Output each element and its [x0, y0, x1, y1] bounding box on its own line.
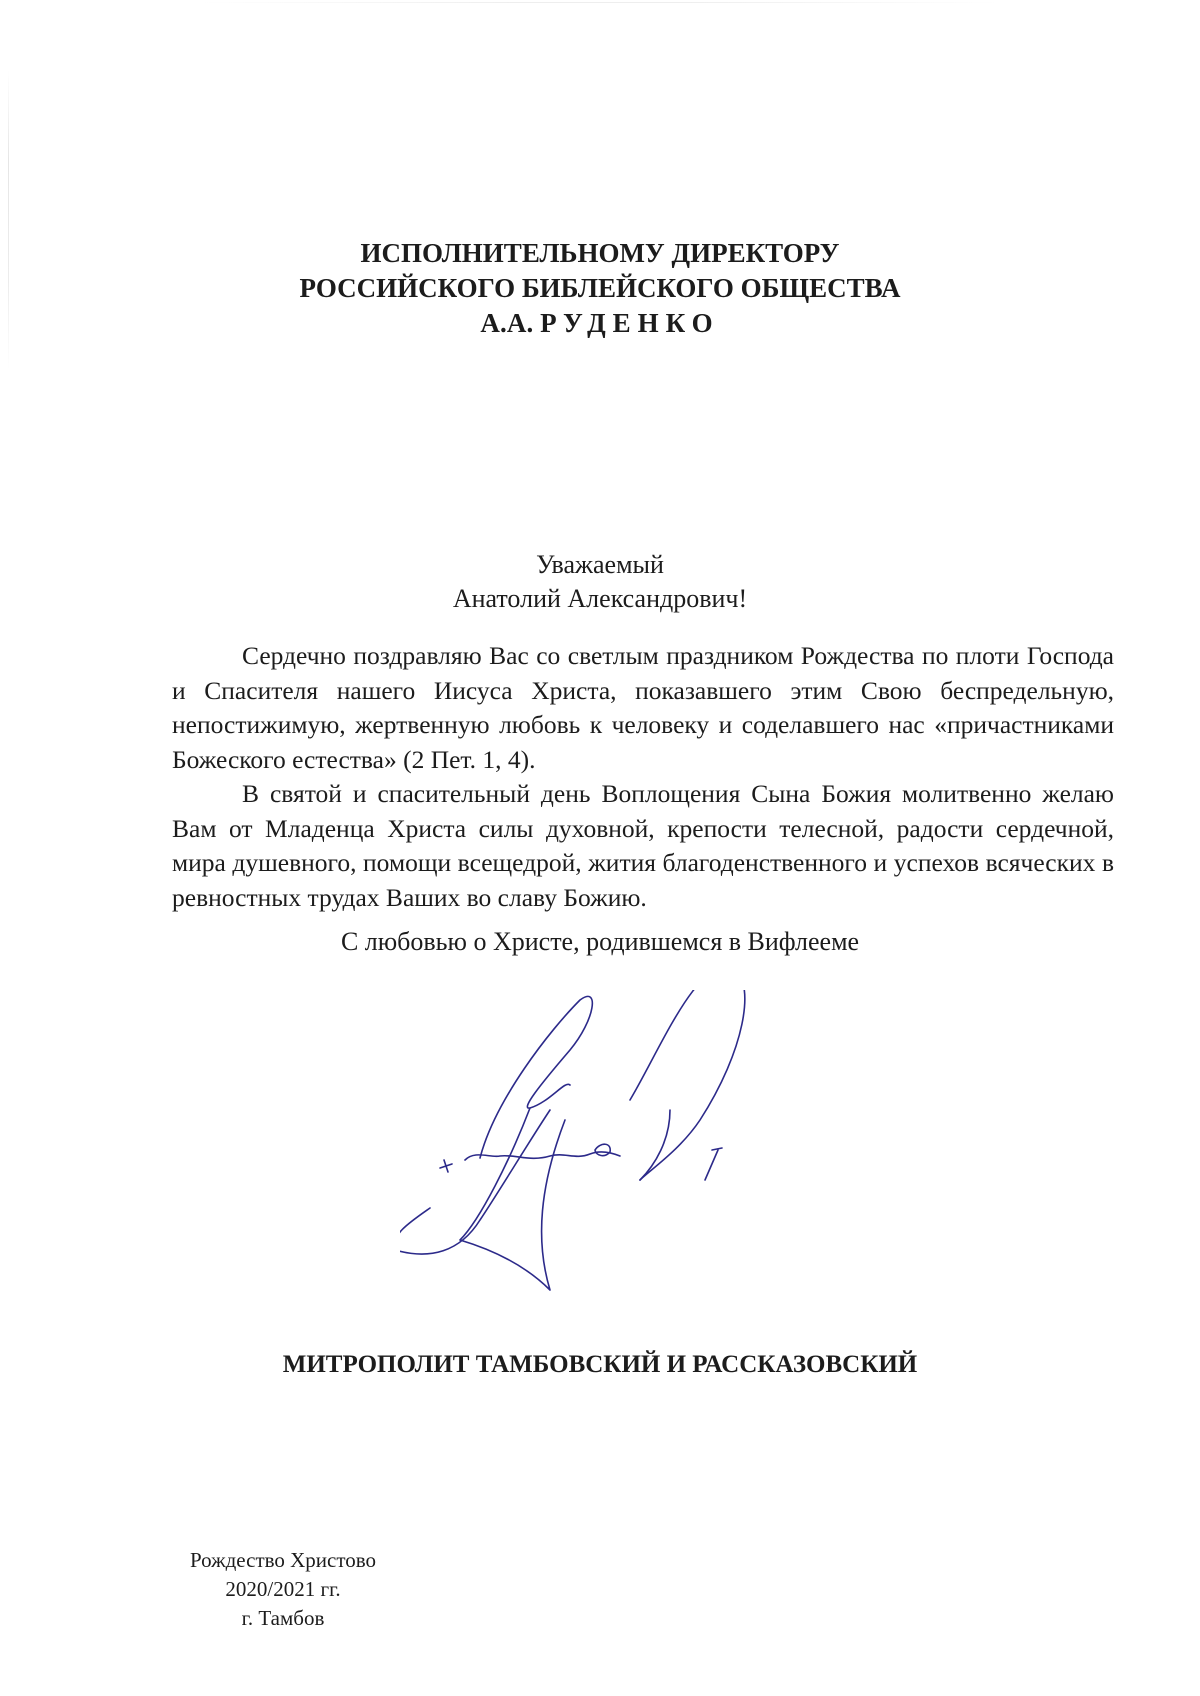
handwritten-signature — [400, 990, 820, 1330]
body-paragraph-1: Сердечно поздравляю Вас со светлым праздником Рождества по плоти Господа и Спасителя нашего Иисуса Христа, показавшего этим Свою беспредельную, непостижимую, жертвенную любовь к человеку и соделавшего нас «причастниками Божеского естества» (2 Пет. 1, 4). — [172, 641, 1114, 774]
addressee-name — [0, 306, 1200, 341]
signature-underline — [400, 1110, 550, 1254]
signature-strokes — [400, 990, 745, 1290]
signature-tick — [705, 1150, 718, 1180]
addressee-block — [0, 236, 1200, 341]
body-paragraph-2: В святой и спасительный день Воплощения Сына Божия молитвенно желаю Вам от Младенца Христа силы духовной, крепости телесной, радости сердечной, мира душевного, помощи всещедрой, жития благоденственного и успехов всяческих в ревностных трудах Ваших во славу Божию. — [172, 779, 1114, 912]
signature-tick-top — [712, 1148, 722, 1150]
signature-descender — [460, 1108, 565, 1290]
addressee-line-2: РОССИЙСКОГО БИБЛЕЙСКОГО ОБЩЕСТВА — [299, 273, 901, 303]
signature-main-loop — [480, 996, 592, 1158]
addressee-initials: А.А. — [480, 308, 534, 338]
scan-top-mark — [200, 2, 1000, 3]
signatory-title: МИТРОПОЛИТ ТАМБОВСКИЙ И РАССКАЗОВСКИЙ — [282, 1351, 918, 1378]
signature-right-tail — [640, 1110, 670, 1180]
letter-body — [172, 639, 1114, 915]
salutation-line-2: Анатолий Александрович! — [452, 584, 748, 613]
signature-small-o — [595, 1144, 610, 1155]
salutation-line-1: Уважаемый — [536, 550, 664, 579]
salutation-block — [0, 548, 1200, 616]
footer-block — [168, 1546, 398, 1633]
footer-line-1: Рождество Христово — [189, 1548, 377, 1572]
addressee-surname: РУДЕНКО — [540, 308, 720, 338]
footer-line-3: г. Тамбов — [241, 1606, 325, 1630]
footer-line-2: 2020/2021 гг. — [225, 1577, 341, 1601]
signature-right-loop — [630, 990, 745, 1180]
addressee-line-1: ИСПОЛНИТЕЛЬНОМУ ДИРЕКТОРУ — [360, 238, 840, 268]
closing-line: С любовью о Христе, родившемся в Вифлееме — [340, 927, 860, 956]
